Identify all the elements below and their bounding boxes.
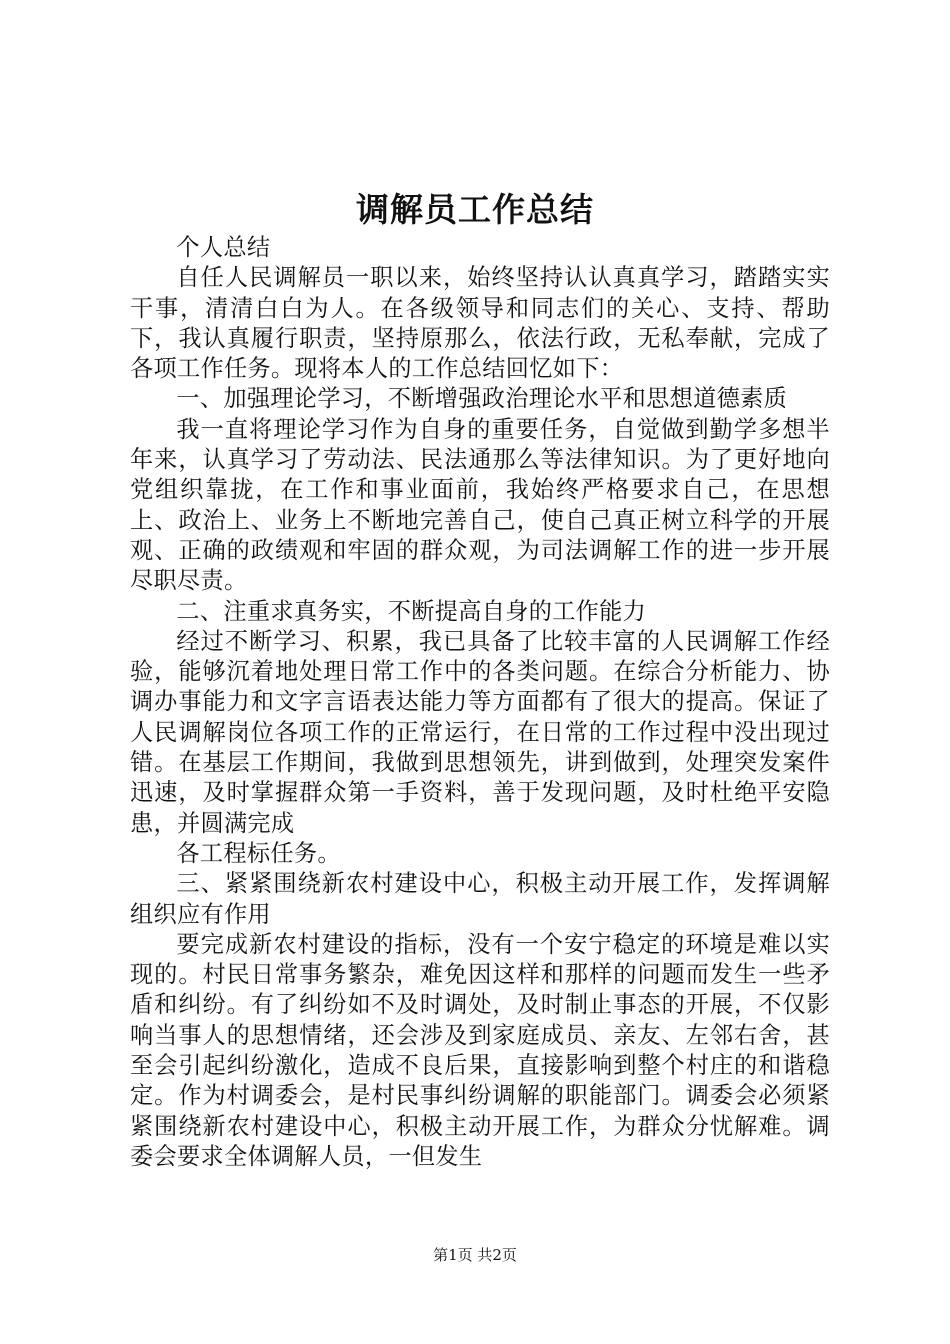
section-heading-1: 一、加强理论学习，不断增强政治理论水平和思想道德素质 bbox=[176, 385, 788, 413]
document-body bbox=[130, 233, 830, 1172]
paragraph-section-2: 经过不断学习、积累，我已具备了比较丰富的人民调解工作经验，能够沉着地处理日常工作中的各类问题。在综合分析能力、协调办事能力和文字言语表达能力等方面都有了很大的提高。保证了人民调解岗位各项工作的正常运行，在日常的工作过程中没出现过错。在基层工作期间，我做到思想领先，讲到做到，处理突发案件迅速，及时掌握群众第一手资料，善于发现问题，及时杜绝平安隐患，并圆满完成 bbox=[130, 627, 830, 837]
paragraph-section-1: 我一直将理论学习作为自身的重要任务，自觉做到勤学多想半年来，认真学习了劳动法、民法通那么等法律知识。为了更好地向党组织靠拢，在工作和事业面前，我始终严格要求自己，在思想上、政治上、业务上不断地完善自己，使自己真正树立科学的开展观、正确的政绩观和牢固的群众观，为司法调解工作的进一步开展尽职尽责。 bbox=[130, 415, 830, 595]
paragraph-heading-personal: 个人总结 bbox=[176, 234, 271, 261]
paragraph-intro: 自任人民调解员一职以来，始终坚持认认真真学习，踏踏实实干事，清清白白为人。在各级领导和同志们的关心、支持、帮助下，我认真履行职责，坚持原那么，依法行政，无私奉献，完成了各项工作任务。现将本人的工作总结回忆如下： bbox=[130, 264, 830, 383]
paragraph-section-2-cont: 各工程标任务。 bbox=[176, 839, 341, 867]
section-heading-3: 三、紧紧围绕新农村建设中心，积极主动开展工作，发挥调解组织应有作用 bbox=[130, 870, 830, 928]
page-footer: 第1页 共2页 bbox=[433, 1246, 517, 1264]
paragraph-section-3: 要完成新农村建设的指标，没有一个安宁稳定的环境是难以实现的。村民日常事务繁杂，难免因这样和那样的问题而发生一些矛盾和纠纷。有了纠纷如不及时调处，及时制止事态的开展，不仅影响当事人的思想情绪，还会涉及到家庭成员、亲友、左邻右舍，甚至会引起纠纷激化，造成不良后果，直接影响到整个村庄的和谐稳定。作为村调委会，是村民事纠纷调解的职能部门。调委会必须紧紧围绕新农村建设中心，积极主动开展工作，为群众分忧解难。调委会要求全体调解人员，一但发生 bbox=[130, 930, 830, 1170]
section-heading-2: 二、注重求真务实，不断提高自身的工作能力 bbox=[176, 597, 647, 625]
document-title: 调解员工作总结 bbox=[356, 190, 594, 229]
